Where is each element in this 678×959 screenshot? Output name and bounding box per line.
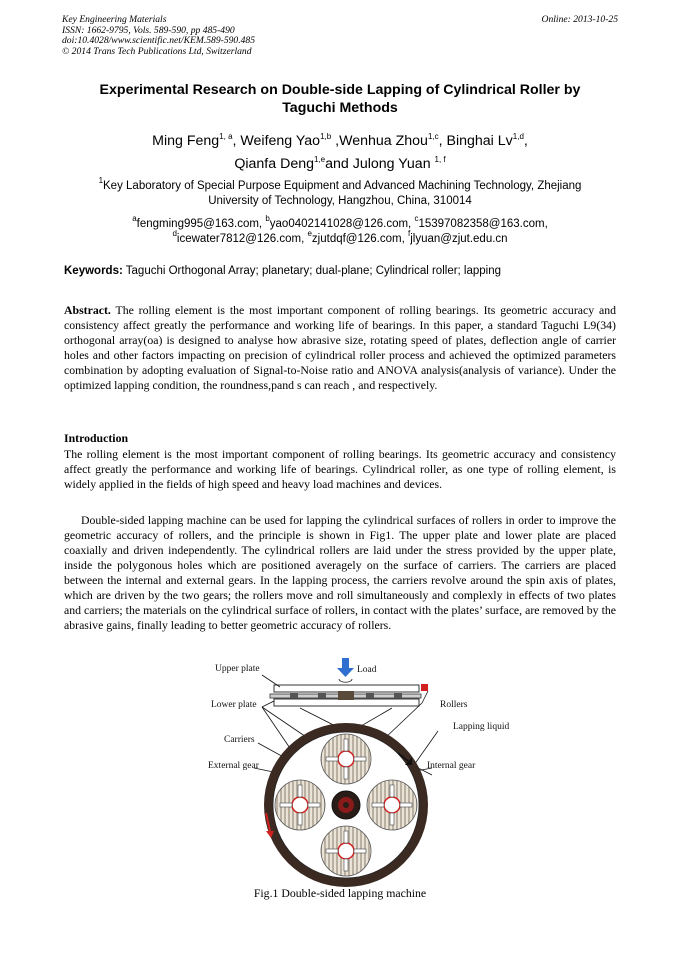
load-arrow-icon: [337, 658, 354, 682]
author-sup: 1,c: [427, 132, 439, 141]
author-sup: 1, f: [434, 155, 446, 164]
keywords: [64, 264, 616, 278]
label-lapping-liquid: Lapping liquid: [453, 722, 510, 732]
intro-paragraph-2: Double-sided lapping machine can be used for lapping the cylindrical surfaces of rollers in order to improve the geometric accuracy of rollers, and the principle is shown in Fig1. The upper plate and lower plate are placed coaxially and driven independently. The cylindrical rollers are laid under the stress provided by the upper plate, inside the polygonous holes which are positioned averagely on the surface of carriers. The carriers are placed between the internal and external gears. In the lapping process, the carriers revolve around the spin axis of plates, which are driven by the two gears; the rollers move and roll simultaneously and complexly in effects of two plates and carriers; the materials on the cylindrical surface of rollers, in contact with the plates’ surface, are removed by the abrasive gains, finally leading to better geometric accuracy of rollers.: [64, 513, 616, 632]
email-sup: d: [172, 228, 177, 238]
label-external-gear: External gear: [208, 761, 259, 771]
email-link[interactable]: icewater7812@126.com,: [176, 232, 308, 245]
author-name: , Weifeng Yao: [232, 133, 321, 149]
label-load: Load: [357, 665, 377, 675]
author-sup: 1,e: [314, 155, 326, 164]
email-sup: a: [132, 214, 137, 223]
carrier-left: [275, 780, 325, 830]
affiliation-sup: 1: [98, 176, 104, 185]
email-sup: e: [307, 228, 312, 238]
label-rollers: Rollers: [440, 700, 468, 710]
author-name: Ming Feng: [152, 133, 220, 149]
carrier-top: [321, 734, 371, 784]
paper-title: [62, 82, 618, 117]
email-sup: b: [265, 214, 270, 223]
author-sup: 1, a: [219, 132, 233, 141]
email-link[interactable]: fengming995@163.com,: [136, 218, 266, 230]
copyright-line: © 2014 Trans Tech Publications Ltd, Switzerland: [62, 45, 252, 57]
side-view-plates: [270, 684, 428, 706]
keywords-label: Keywords:: [64, 265, 123, 277]
carrier-right: [367, 780, 417, 830]
top-view: [264, 723, 428, 887]
email-list: [62, 214, 618, 246]
email-sup: c: [414, 214, 419, 223]
email-link[interactable]: yao0402141028@126.com,: [269, 218, 415, 230]
email-link[interactable]: jlyuan@zjut.edu.cn: [410, 232, 508, 245]
journal-name: Key Engineering Materials: [62, 14, 167, 25]
author-sup: 1,d: [512, 132, 524, 141]
email-link[interactable]: zjutdqf@126.com,: [311, 232, 408, 245]
affiliation-line-1: Key Laboratory of Special Purpose Equipment and Advanced Machining Technology, Zhejiang: [103, 180, 582, 192]
author-line-1: [62, 130, 618, 153]
abstract: [64, 303, 616, 393]
author-name: and Julong Yuan: [325, 156, 435, 172]
title-line-1: Experimental Research on Double-side Lapping of Cylindrical Roller by: [99, 82, 581, 98]
affiliation: [62, 176, 618, 208]
figure-caption: Fig.1 Double-sided lapping machine: [253, 886, 427, 900]
abstract-label: Abstract.: [64, 303, 111, 317]
figure-lapping-machine: [200, 655, 510, 890]
label-carriers: Carriers: [224, 735, 255, 745]
author-separator: ,: [523, 133, 528, 149]
issn-line: ISSN: 1662-9795, Vols. 589-590, pp 485-490: [62, 24, 235, 36]
doi-line[interactable]: doi:10.4028/www.scientific.net/KEM.589-590.485: [62, 35, 256, 47]
carrier-bottom: [321, 826, 371, 876]
label-upper-plate: Upper plate: [215, 664, 260, 674]
internal-gear: [332, 791, 360, 819]
author-list: [62, 130, 618, 176]
journal-header: [62, 15, 618, 57]
keywords-text: Taguchi Orthogonal Array; planetary; dual-plane; Cylindrical roller; lapping: [122, 265, 502, 277]
affiliation-line-2: University of Technology, Hangzhou, China, 310014: [208, 194, 472, 207]
label-lower-plate: Lower plate: [211, 700, 257, 710]
title-line-2: Taguchi Methods: [282, 99, 398, 116]
section-heading-introduction: Introduction: [64, 431, 129, 445]
author-line-2: [62, 153, 618, 176]
online-date: Online: 2013-10-25: [541, 14, 618, 25]
author-name: , Binghai Lv: [438, 133, 513, 149]
author-name: ,Wenhua Zhou: [331, 133, 428, 149]
intro-paragraph-1: The rolling element is the most important component of rolling bearings. Its geometric accuracy and consistency affect greatly the performance and working life of bearings. Cylindrical roller, as one type of rolling element, is widely applied in the fields of high speed and heavy load machines and devices.: [64, 447, 616, 491]
email-sup: f: [407, 228, 411, 238]
email-link[interactable]: 15397082358@163.com,: [418, 218, 548, 230]
author-sup: 1,b: [320, 132, 332, 141]
lapping-machine-diagram: [200, 655, 510, 890]
author-name: Qianfa Deng: [234, 156, 314, 172]
label-internal-gear: Internal gear: [427, 761, 476, 771]
abstract-text: The rolling element is the most important component of rolling bearings. Its geometric accuracy and consistency affect greatly the performance and working life of bearings. In this paper, a standard Taguchi L9(34) orthogonal array(oa) is designed to analyse how abrasive size, rotating speed of plates, deflection angle of carrier holes and other factors impacting on precision of cylindrical roller process and achieved the optimized parameters combination by adopting evaluation of Signal-to-Noise ratio and ANOVA analysis(analysis of variance). Under the optimized lapping condition, the roundness,pand s can reach , and respectively.: [64, 303, 616, 392]
